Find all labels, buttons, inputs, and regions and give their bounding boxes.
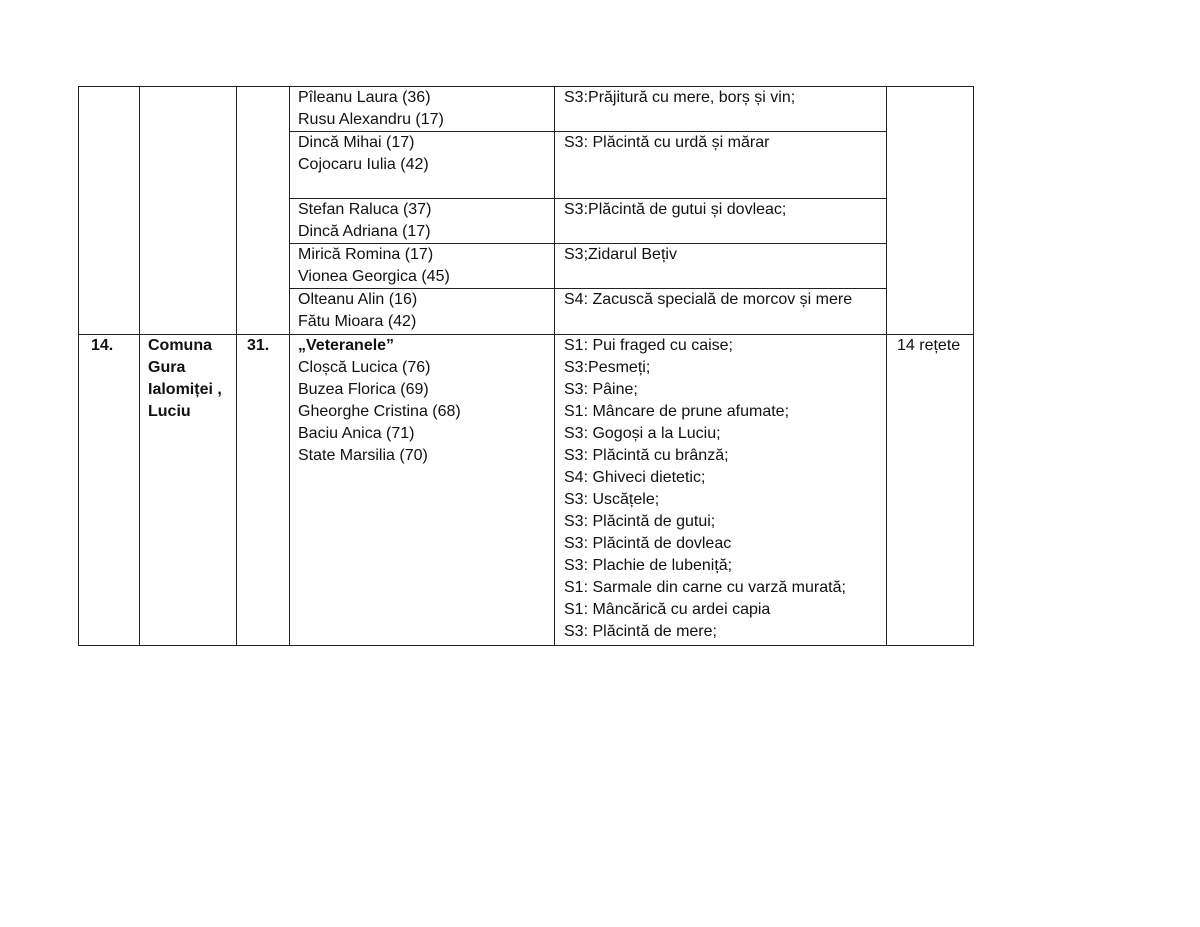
team-member: State Marsilia (70) — [298, 447, 428, 464]
group-2-members-cell — [289, 131, 555, 199]
group-recipe: S3:Prăjitură cu mere, borș și vin; — [564, 89, 796, 106]
team-member: Cloșcă Lucica (76) — [298, 359, 431, 376]
top-col-total-cell — [886, 86, 974, 335]
top-col-locality-cell — [139, 86, 237, 335]
group-recipe: S3:Plăcintă de gutui și dovleac; — [564, 201, 787, 218]
group-member: Vionea Georgica (45) — [298, 268, 450, 285]
locality-line: Ialomiței , — [148, 381, 222, 398]
recipe-line: S3: Plăcintă de mere; — [564, 623, 717, 640]
recipe-line: S3: Plăcintă cu brânză; — [564, 447, 729, 464]
recipe-line: S1: Mâncare de prune afumate; — [564, 403, 790, 420]
recipe-line: S3: Plăcintă de dovleac — [564, 535, 732, 552]
entry-recipes-cell — [554, 334, 887, 646]
entry-team-number-cell — [236, 334, 290, 646]
locality-line: Luciu — [148, 403, 191, 420]
group-3-recipes-cell — [554, 198, 887, 244]
recipe-line: S3: Uscățele; — [564, 491, 660, 508]
recipe-line: S1: Pui fraged cu caise; — [564, 337, 733, 354]
group-1-recipes-cell — [554, 86, 887, 132]
group-member: Fătu Mioara (42) — [298, 313, 417, 330]
group-member: Rusu Alexandru (17) — [298, 111, 444, 128]
recipe-line: S1: Mâncărică cu ardei capia — [564, 601, 771, 618]
group-5-recipes-cell — [554, 288, 887, 335]
group-4-members-cell — [289, 243, 555, 289]
team-member: Buzea Florica (69) — [298, 381, 429, 398]
recipe-line: S3:Pesmeți; — [564, 359, 651, 376]
recipe-line: S3: Plăcintă de gutui; — [564, 513, 716, 530]
group-member: Mirică Romina (17) — [298, 246, 434, 263]
group-4-recipes-cell — [554, 243, 887, 289]
group-1-members-cell — [289, 86, 555, 132]
group-member: Pîleanu Laura (36) — [298, 89, 431, 106]
locality-line: Gura — [148, 359, 186, 376]
recipe-line: S1: Sarmale din carne cu varză murată; — [564, 579, 846, 596]
group-member: Stefan Raluca (37) — [298, 201, 432, 218]
recipe-line: S3: Plachie de lubeniță; — [564, 557, 733, 574]
entry-team-cell — [289, 334, 555, 646]
recipe-line: S3: Pâine; — [564, 381, 638, 398]
group-2-recipes-cell — [554, 131, 887, 199]
locality-line: Comuna — [148, 337, 212, 354]
group-recipe: S4: Zacuscă specială de morcov și mere — [564, 291, 853, 308]
entry-locality-cell — [139, 334, 237, 646]
group-member: Dincă Mihai (17) — [298, 134, 415, 151]
team-member: Gheorghe Cristina (68) — [298, 403, 461, 420]
group-3-members-cell — [289, 198, 555, 244]
group-member: Olteanu Alin (16) — [298, 291, 418, 308]
team-number: 31. — [247, 337, 270, 354]
entry-number: 14. — [91, 337, 114, 354]
entry-total-cell — [886, 334, 974, 646]
recipe-line: S4: Ghiveci dietetic; — [564, 469, 706, 486]
group-member: Cojocaru Iulia (42) — [298, 156, 429, 173]
top-col-team-number-cell — [236, 86, 290, 335]
team-member: Baciu Anica (71) — [298, 425, 415, 442]
recipe-total: 14 rețete — [897, 337, 961, 354]
recipe-line: S3: Gogoși a la Luciu; — [564, 425, 721, 442]
team-name: „Veteranele” — [298, 337, 395, 354]
group-recipe: S3;Zidarul Bețiv — [564, 246, 677, 263]
group-5-members-cell — [289, 288, 555, 335]
top-col-number-cell — [78, 86, 140, 335]
group-member: Dincă Adriana (17) — [298, 223, 431, 240]
group-recipe: S3: Plăcintă cu urdă și mărar — [564, 134, 770, 151]
entry-number-cell — [78, 334, 140, 646]
recipes-table — [78, 86, 974, 646]
